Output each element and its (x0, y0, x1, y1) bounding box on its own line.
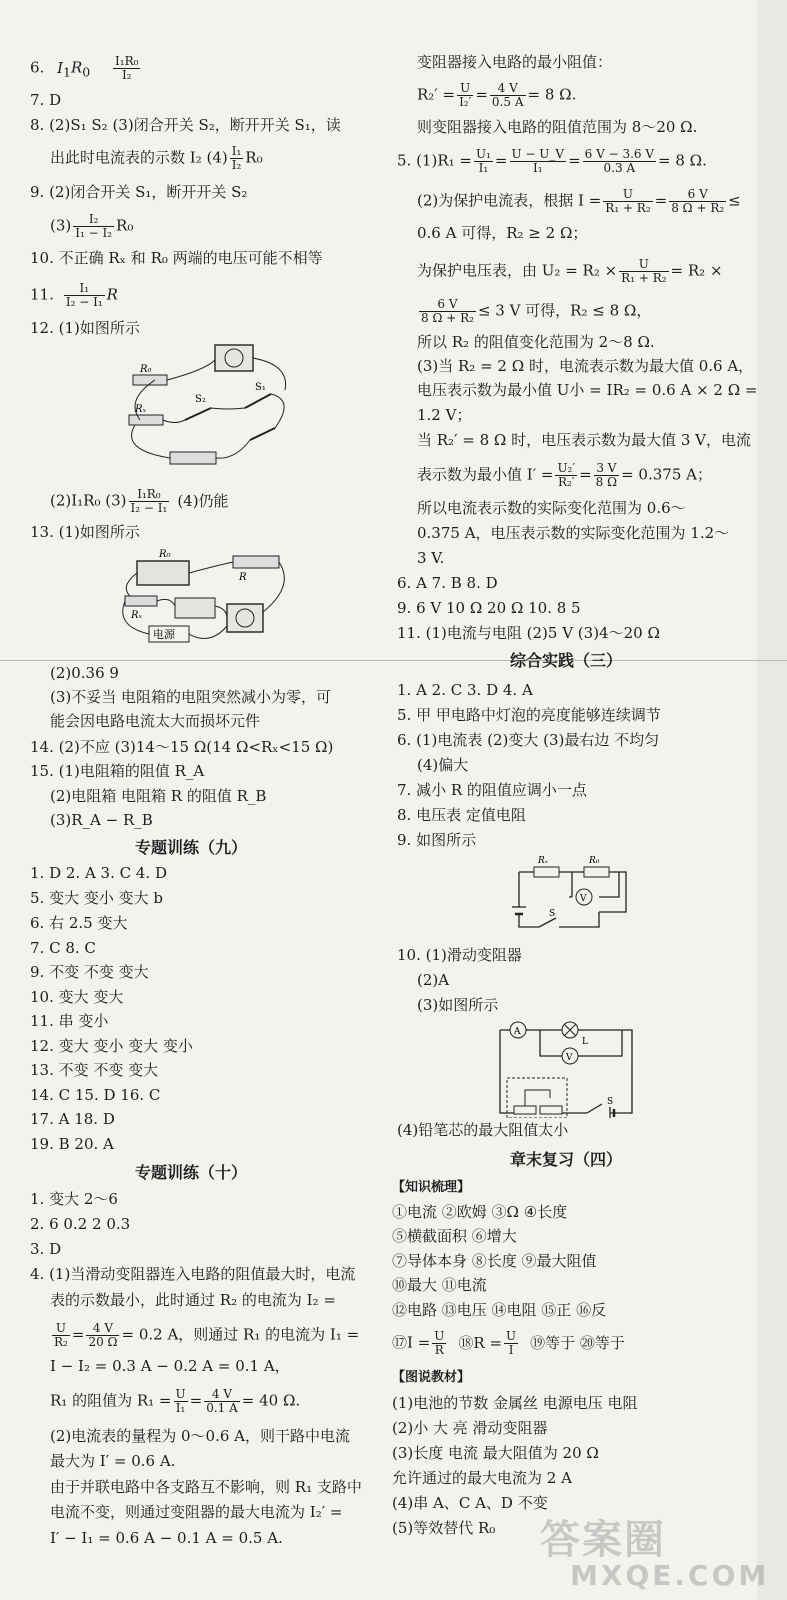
fraction (603, 188, 652, 215)
wires (519, 872, 626, 927)
answer-row: 0.6 A 可得，R₂ ≥ 2 Ω； (417, 224, 588, 242)
text: R₀ (116, 216, 134, 235)
answer-row: ⑫电路 ⑬电压 ⑭电阻 ⑮正 ⑯反 (392, 1301, 607, 1319)
numerator: U (175, 1387, 186, 1401)
answer-row-formula (417, 82, 576, 109)
text: ≤ (728, 191, 741, 210)
switch-s-icon (250, 428, 275, 440)
numerator: I₁ (231, 144, 242, 158)
denominator: I₁ (175, 1401, 186, 1415)
circuit-figure-10 (492, 1018, 642, 1118)
fraction (510, 148, 567, 175)
label-s: S (549, 909, 556, 919)
denominator: 8 Ω + R₂ (671, 201, 725, 215)
answer-6: 6. $I_1R_0$ $\frac{\text{I₁R₀}}{\text{I₂}}$ (30, 54, 139, 82)
fraction (129, 488, 170, 515)
label-s1: S₁ (255, 382, 266, 393)
denominator: 8 Ω + R₂ (421, 311, 474, 325)
label-r0: R₀ (159, 549, 171, 560)
answer-11 (30, 282, 118, 309)
denominator: I₁ (533, 161, 543, 175)
answer-row: 1. A 2. C 3. D 4. A (397, 681, 533, 699)
var-r: R (70, 58, 83, 77)
fraction (619, 258, 668, 285)
watermark-url: MXQE.COM (570, 1559, 770, 1592)
text: = (475, 85, 488, 104)
answer-row: 7. 减小 R 的阻值应调小一点 (397, 781, 587, 799)
numerator: 3 V (594, 462, 619, 476)
answer-row: 7. C 8. C (30, 939, 96, 957)
denominator: R₁ + R₂ (621, 271, 667, 285)
circuit-figure-12 (115, 340, 305, 470)
watermark-logo (540, 1508, 769, 1592)
fraction (73, 213, 114, 240)
answer-12: 12. (1)如图所示 (30, 319, 140, 337)
answer-14: 14. (2)不应 (3)14～15 Ω(14 Ω<Rₓ<15 Ω) (30, 738, 334, 756)
denominator: I₂ − I₁ (65, 295, 103, 309)
denominator: 0.5 A (491, 95, 524, 109)
text: = (494, 151, 508, 170)
slider-wire (525, 1090, 550, 1106)
answer-row-formula (50, 1388, 300, 1415)
fraction (432, 1330, 446, 1357)
denominator: R₁ + R₂ (605, 201, 651, 215)
subsection-tag: 【图说教材】 (392, 1370, 471, 1385)
answer-13-cont: 能会因电路电流太大而损坏元件 (50, 712, 261, 730)
answer-row: (3)当 R₂ = 2 Ω 时，电流表示数为最大值 0.6 A， (417, 357, 754, 375)
label-a: A (514, 1027, 521, 1037)
fraction (204, 1388, 240, 1415)
denominator: I₁ (478, 161, 489, 175)
label-v: V (580, 894, 587, 904)
resistor-rx-icon (534, 867, 559, 877)
answer-row: 1. D 2. A 3. C 4. D (30, 864, 167, 882)
text: (3) (50, 216, 72, 235)
answer-13: 13. (1)如图所示 (30, 523, 140, 541)
answer-row: 11. 串 变小 (30, 1012, 109, 1030)
answer-10: 10. 不正确 Rₓ 和 R₀ 两端的电压可能不相等 (30, 249, 323, 267)
answer-row: (4)偏大 (417, 756, 469, 774)
answer-row-formula (50, 1322, 359, 1349)
numerator: 4 V (86, 1322, 119, 1336)
answer-15-cont: (3)R_A − R_B (50, 811, 153, 829)
resistance-box-icon (137, 561, 189, 585)
text: R₀ (245, 148, 263, 167)
numerator: I₁ (64, 282, 105, 296)
switch-s1-icon (245, 394, 271, 408)
answer-row: 由于并联电路中各支路互不影响，则 R₁ 支路中 (50, 1478, 362, 1496)
answer-row: 允许通过的最大电流为 2 A (392, 1469, 572, 1487)
answer-8-cont (50, 145, 263, 172)
fraction (113, 55, 140, 82)
text: ≤ 3 V 可得，R₂ ≤ 8 Ω， (477, 301, 652, 320)
answer-row: 0.375 A，电压表示数的实际变化范围为 1.2～ (417, 524, 730, 542)
resistor-r0-icon (584, 867, 609, 877)
circuit-figure-13 (115, 546, 305, 654)
denominator: R (434, 1343, 444, 1357)
answer-row: (2)电流表的量程为 0～0.6 A，则干路中电流 (50, 1427, 351, 1445)
answer-row: ⑩最大 ⑪电流 (392, 1276, 487, 1294)
answer-13-cont: (2)0.36 9 (50, 664, 119, 682)
text: = (568, 151, 581, 170)
label-r: R (239, 572, 247, 583)
text: (2)I₁R₀ (3) (50, 491, 127, 510)
q-number: 6. (30, 58, 45, 77)
denominator: I₂ (231, 158, 242, 172)
answer-row: 9. 如图所示 (397, 831, 477, 849)
answer-row: (5)等效替代 R₀ (392, 1519, 496, 1537)
text: 为保护电压表，由 U₂ = R₂ × (417, 261, 618, 280)
answer-row: 最大为 I′ = 0.6 A. (50, 1452, 176, 1470)
answer-12-cont (50, 488, 229, 515)
switch-icon (539, 918, 556, 927)
answer-row: 则变阻器接入电路的阻值范围为 8～20 Ω. (417, 118, 698, 136)
numerator: U − U_V (511, 147, 565, 161)
text: R₁ 的阻值为 R₁ = (50, 1391, 172, 1410)
numerator: 6 V (419, 298, 476, 312)
answer-row: ①电流 ②欧姆 ③Ω ④长度 (392, 1203, 568, 1221)
answer-9-cont (50, 213, 133, 240)
numerator: U (619, 258, 668, 272)
numerator: U (603, 188, 652, 202)
answer-row: (4)铅笔芯的最大阻值太小 (397, 1121, 569, 1139)
numerator: U₂′ (557, 461, 576, 475)
answer-row: 表的示数最小，此时通过 R₂ 的电流为 I₂ = (50, 1291, 336, 1309)
numerator: 6 V (669, 188, 726, 202)
label-l: L (582, 1037, 588, 1047)
fraction (594, 462, 619, 489)
answer-row: 10. 变大 变大 (30, 988, 124, 1006)
denominator: 0.3 A (603, 161, 636, 175)
answer-row: 所以 R₂ 的阻值变化范围为 2～8 Ω. (417, 333, 655, 351)
text: = 40 Ω. (241, 1391, 301, 1410)
label-rx: Rₓ (538, 856, 548, 866)
section-heading: 章末复习（四） (510, 1150, 623, 1169)
denominator: R₂′ (557, 475, 575, 489)
fraction (174, 1388, 188, 1415)
answer-row-formula (417, 188, 741, 215)
denominator: 0.1 A (206, 1401, 238, 1415)
fraction (474, 148, 493, 175)
switch-block-icon (175, 598, 215, 618)
resistor-rx-icon (125, 596, 157, 606)
denominator: 8 Ω (595, 475, 618, 489)
answer-row: 14. C 15. D 16. C (30, 1086, 161, 1104)
denominator: I₂ (121, 68, 132, 82)
answer-row: (4)串 A、C A、D 不变 (392, 1494, 548, 1512)
label-power: 电源 (153, 628, 175, 641)
answer-row: 6. A 7. B 8. D (397, 574, 498, 592)
answer-row: 2. 6 0.2 2 0.3 (30, 1215, 131, 1233)
q-number: 11. (30, 285, 54, 304)
label-rx: Rₓ (135, 404, 147, 415)
numerator: 4 V (490, 82, 526, 96)
page-fold-line (0, 660, 787, 661)
section-heading: 专题训练（十） (135, 1163, 248, 1182)
text: = (71, 1325, 85, 1344)
text: = (189, 1391, 203, 1410)
fraction (230, 145, 244, 172)
battery-icon (170, 452, 216, 464)
answer-row: 9. 不变 不变 变大 (30, 963, 149, 981)
answer-row: (2)小 大 亮 滑动变阻器 (392, 1419, 548, 1437)
label-s2: S₂ (195, 394, 206, 405)
text: = (654, 191, 668, 210)
answer-row: 4. (1)当滑动变阻器连入电路的阻值最大时，电流 (30, 1265, 356, 1283)
numerator: U (457, 82, 473, 96)
text: (4)仍能 (177, 491, 229, 510)
answer-row: 10. (1)滑动变阻器 (397, 946, 522, 964)
switch-icon (587, 1104, 602, 1113)
numerator: 6 V − 3.6 V (584, 147, 655, 161)
answer-row: 9. 6 V 10 Ω 20 Ω 10. 8 5 (397, 599, 581, 617)
fraction (457, 82, 473, 109)
label-r0: R₀ (589, 856, 600, 866)
denominator: I₁ − I₂ (75, 226, 113, 240)
answer-row: 12. 变大 变小 变大 变小 (30, 1037, 193, 1055)
numerator: U (506, 1329, 517, 1343)
answer-row: 5. 甲 甲电路中灯泡的亮度能够连续调节 (397, 706, 661, 724)
circuit-figure-9 (504, 852, 634, 932)
label-s: S (607, 1097, 614, 1107)
answer-row-formula (417, 462, 712, 489)
resistor-icon (540, 1106, 562, 1114)
text: = 8 Ω. (527, 85, 577, 104)
text: R₂′ = (417, 85, 456, 104)
numerator: U (52, 1322, 70, 1336)
label-v: V (566, 1053, 573, 1063)
answer-row-formula (392, 1330, 625, 1357)
denominator: I₂′ (459, 95, 472, 109)
text: (2)为保护电流表，根据 I = (417, 191, 602, 210)
answer-row: I′ − I₁ = 0.6 A − 0.1 A = 0.5 A. (50, 1529, 283, 1547)
numerator: U₁ (475, 147, 491, 161)
answer-row: ⑤横截面积 ⑥增大 (392, 1227, 517, 1245)
answer-row: 电压表示数为最小值 U小 = IR₂ = 0.6 A × 2 Ω = (417, 381, 758, 399)
fraction (504, 1330, 518, 1357)
page-edge (757, 0, 787, 1600)
answer-row: 8. 电压表 定值电阻 (397, 806, 526, 824)
section-heading: 综合实践（三） (510, 651, 623, 670)
answer-15-cont: (2)电阻箱 电阻箱 R 的阻值 R_B (50, 787, 267, 805)
numerator: I₁R₀ (129, 488, 170, 502)
text: ⑰I = (392, 1333, 431, 1352)
fraction (419, 298, 476, 325)
label-r0: R₀ (140, 364, 152, 375)
answer-row: 13. 不变 不变 变大 (30, 1061, 159, 1079)
answer-row: 6. 右 2.5 变大 (30, 914, 128, 932)
answer-row: 1. 变大 2～6 (30, 1190, 118, 1208)
denominator: I₂ − I₁ (130, 501, 168, 515)
answer-row: 17. A 18. D (30, 1110, 115, 1128)
denominator: I (508, 1343, 514, 1357)
answer-row: ⑦导体本身 ⑧长度 ⑨最大阻值 (392, 1252, 597, 1270)
fraction (52, 1322, 70, 1349)
answer-row: (3)如图所示 (417, 996, 499, 1014)
answer-row: (2)A (417, 971, 450, 989)
text: ⑲等于 ⑳等于 (530, 1333, 625, 1352)
fraction (669, 188, 726, 215)
answer-row: 所以电流表示数的实际变化范围为 0.6～ (417, 499, 686, 517)
answer-row: 6. (1)电流表 (2)变大 (3)最右边 不均匀 (397, 731, 660, 749)
fraction (555, 462, 577, 489)
answer-row: 变阻器接入电路的最小阻值： (417, 53, 613, 71)
answer-row-formula (417, 298, 651, 325)
answer-9: 9. (2)闭合开关 S₁，断开开关 S₂ (30, 183, 248, 201)
var-i: I (57, 58, 64, 77)
fraction (64, 282, 105, 309)
voltmeter-icon (227, 604, 263, 632)
resistor-rx-icon (129, 415, 163, 425)
text: 出此时电流表的示数 I₂ (4) (50, 148, 228, 167)
answer-row: 5. 变大 变小 变大 b (30, 889, 163, 907)
text: = 0.375 A； (621, 465, 712, 484)
fraction (490, 82, 526, 109)
answer-row: (3)长度 电流 最大阻值为 20 Ω (392, 1444, 599, 1462)
subsection-tag: 【知识梳理】 (392, 1180, 471, 1195)
answer-row: I − I₂ = 0.3 A − 0.2 A = 0.1 A， (50, 1357, 290, 1375)
answer-row: 1.2 V； (417, 406, 472, 424)
answer-row: 11. (1)电流与电阻 (2)5 V (3)4～20 Ω (397, 624, 660, 642)
numerator: I₁R₀ (115, 54, 139, 68)
text: = (579, 465, 592, 484)
answer-row-formula (417, 258, 723, 285)
text: = 0.2 A，则通过 R₁ 的电流为 I₁ = (121, 1325, 360, 1344)
answer-row-formula (397, 148, 707, 175)
answer-15: 15. (1)电阻箱的阻值 R_A (30, 762, 205, 780)
fraction (583, 148, 656, 175)
label-rx: Rₓ (131, 610, 143, 621)
answer-7: 7. D (30, 91, 62, 109)
text: 表示数为最小值 I′ = (417, 465, 554, 484)
answer-13-cont: (3)不妥当 电阻箱的电阻突然减小为零，可 (50, 688, 332, 706)
text: R (106, 285, 118, 304)
numerator: I₂ (73, 213, 114, 227)
fraction (86, 1322, 119, 1349)
answer-row: 当 R₂′ = 8 Ω 时，电压表示数为最大值 3 V，电流 (417, 431, 752, 449)
watermark-text: 答案圈 (540, 1517, 666, 1563)
answer-row: 19. B 20. A (30, 1135, 114, 1153)
answer-row: 3. D (30, 1240, 62, 1258)
rheostat-icon (514, 1106, 536, 1114)
text: ⑱R = (458, 1333, 503, 1352)
answer-row: (1)电池的节数 金属丝 电源电压 电阻 (392, 1394, 638, 1412)
answer-row: 3 V. (417, 549, 445, 567)
rheostat-icon (233, 556, 279, 568)
text: = R₂ × (670, 261, 723, 280)
denominator: R₂ (54, 1335, 68, 1349)
numerator: U (434, 1329, 445, 1343)
switch-s2-icon (185, 408, 211, 420)
text: 5. (1)R₁ = (397, 151, 472, 170)
answer-row: 电流不变，则通过变阻器的最大电流为 I₂′ = (50, 1503, 343, 1521)
denominator: 20 Ω (88, 1335, 118, 1349)
section-heading: 专题训练（九） (135, 838, 248, 857)
answer-8: 8. (2)S₁ S₂ (3)闭合开关 S₂，断开开关 S₁，读 (30, 116, 341, 134)
text: = 8 Ω. (658, 151, 707, 170)
numerator: 4 V (204, 1388, 240, 1402)
